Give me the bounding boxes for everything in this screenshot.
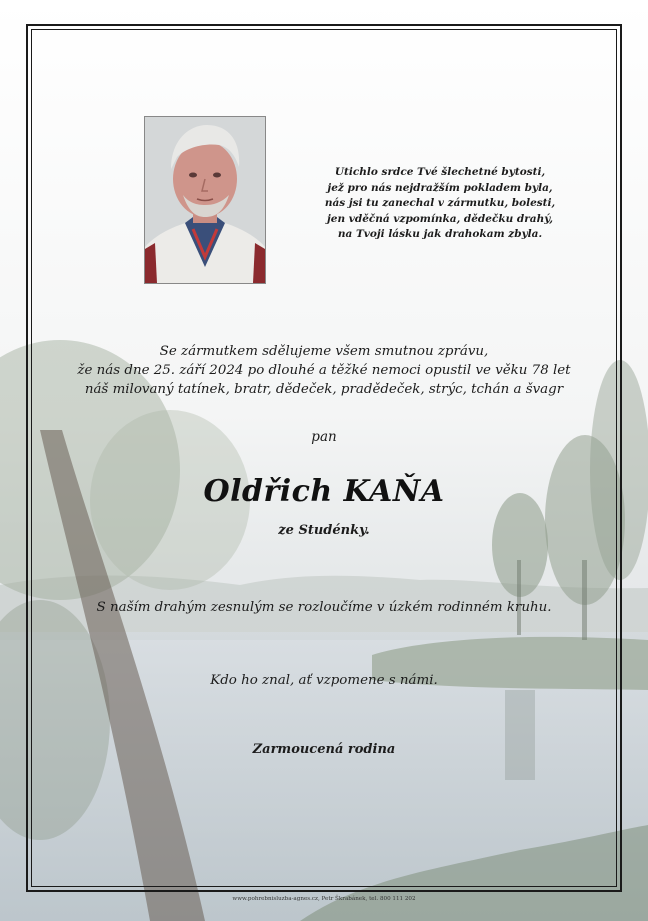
- poem-line: Utichlo srdce Tvé šlechetné bytosti,: [334, 166, 546, 178]
- origin-text: ze Studénky.: [278, 523, 370, 538]
- poem-line: jež pro nás nejdražším pokladem byla,: [327, 181, 553, 194]
- poem-line: nás jsi tu zanechal v zármutku, bolesti,: [324, 197, 556, 209]
- deceased-name: Oldřich KAŇA: [203, 474, 445, 509]
- announcement-line: náš milovaný tatínek, bratr, dědeček, pradědeček, strýc, tchán a švagr: [84, 382, 564, 397]
- announcement-line: že nás dne 25. září 2024 po dlouhé a těžké nemoci opustil ve věku 78 let: [77, 363, 571, 378]
- funeral-service-footer: www.pohrebnisluzba-agnes.cz, Petr Škrabánek, tel. 800 111 202: [232, 896, 416, 902]
- title-word: pan: [311, 429, 337, 445]
- portrait-photo: [144, 116, 266, 284]
- family-signature: Zarmoucená rodina: [252, 742, 396, 757]
- poem-line: na Tvoji lásku jak drahokam zbyla.: [337, 228, 543, 240]
- memorial-poem: [300, 165, 580, 243]
- death-announcement: [60, 342, 588, 399]
- inner-frame: [31, 29, 617, 887]
- farewell-notice: S naším drahým zesnulým se rozloučíme v úzkém rodinném kruhu.: [96, 600, 552, 615]
- announcement-line: Se zármutkem sdělujeme všem smutnou zprávu,: [159, 344, 489, 359]
- remember-text: Kdo ho znal, ať vzpomene s námi.: [210, 673, 438, 688]
- poem-line: jen vděčná vzpomínka, dědečku drahý,: [327, 212, 553, 225]
